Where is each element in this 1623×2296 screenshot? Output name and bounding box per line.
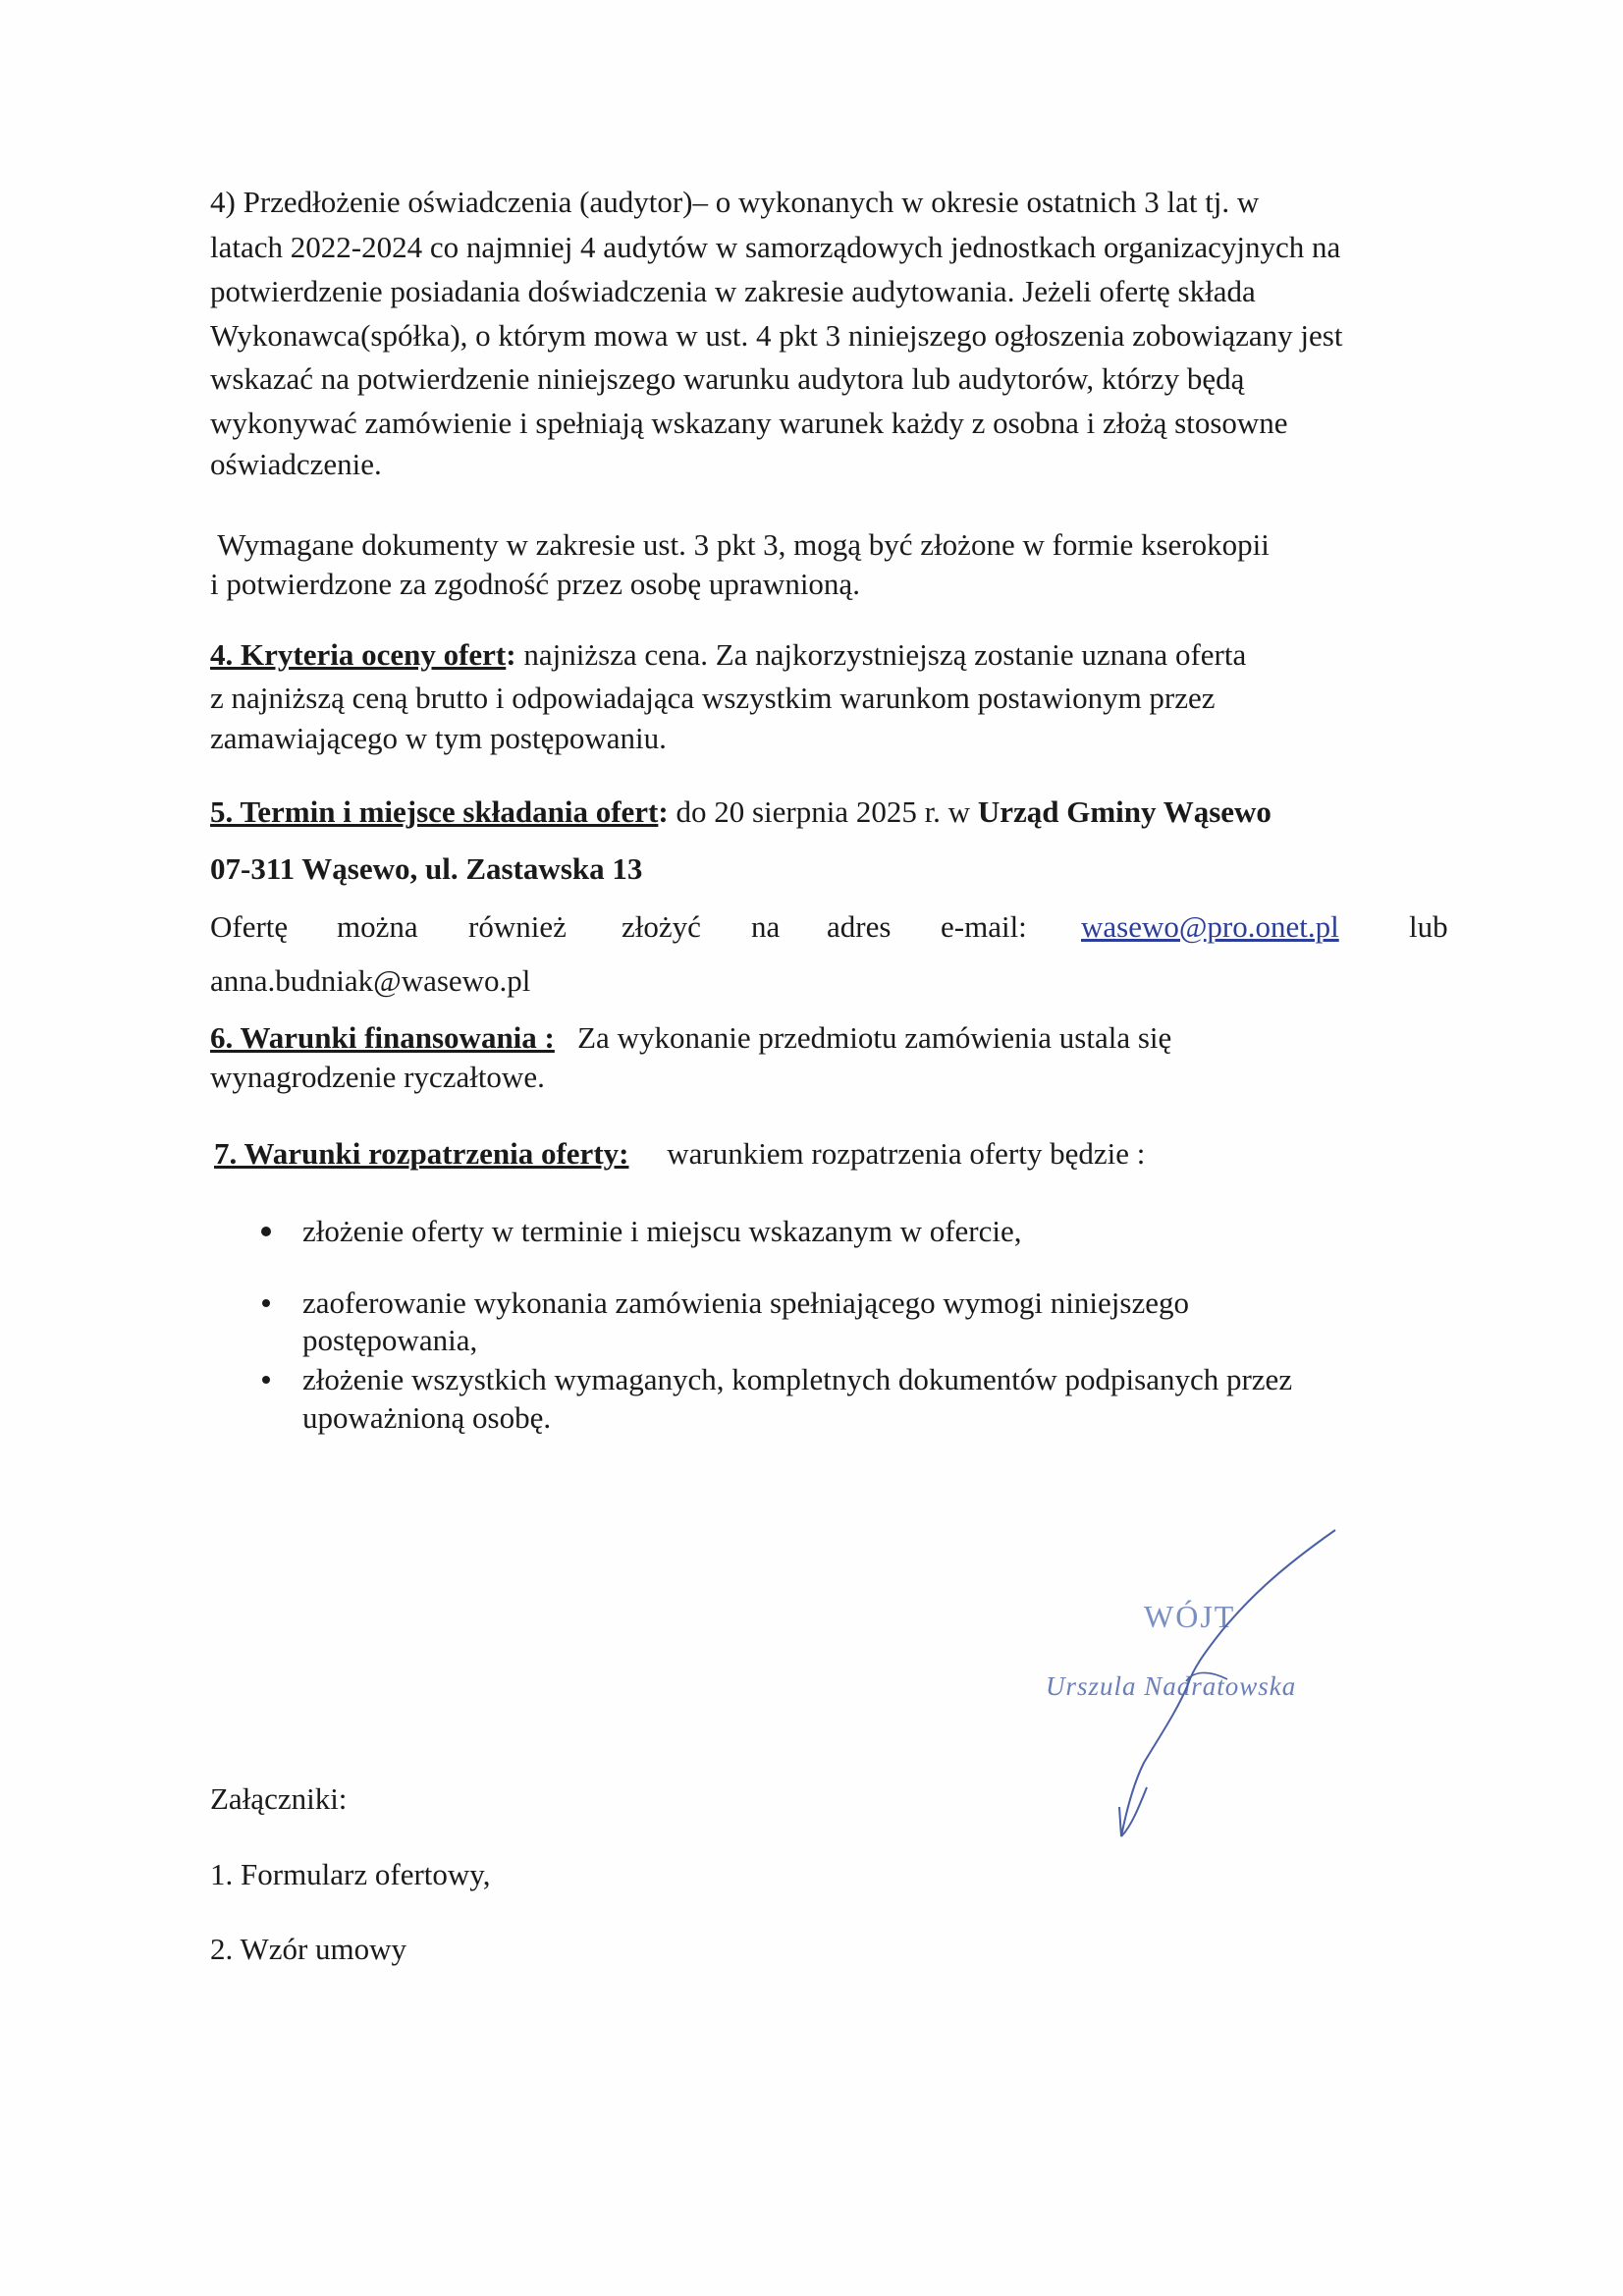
section-line <box>210 791 1271 834</box>
signature-stamp <box>1021 1512 1375 1856</box>
email-word: e-mail: <box>941 909 1027 944</box>
handwritten-signature <box>1021 1512 1375 1856</box>
email-word: adres <box>827 909 892 944</box>
heading-colon: : <box>506 637 516 672</box>
second-email[interactable]: anna.budniak@wasewo.pl <box>210 963 531 998</box>
office-address: 07-311 Wąsewo, ul. Zastawska 13 <box>210 851 643 886</box>
bullet-item: złożenie wszystkich wymaganych, kompletnych dokumentów podpisanych przez <box>302 1362 1293 1396</box>
section-line <box>210 633 1246 677</box>
email-word: również <box>468 909 567 944</box>
attachments-heading: Załączniki: <box>210 1781 348 1816</box>
email-word: lub <box>1409 909 1448 944</box>
section-text: warunkiem rozpatrzenia oferty będzie : <box>628 1136 1146 1171</box>
bullet-item: złożenie oferty w terminie i miejscu wskazanym w ofercie, <box>302 1214 1022 1248</box>
email-word: złożyć <box>622 909 701 944</box>
paragraph-line: wskazać na potwierdzenie niniejszego warunku audytora lub audytorów, którzy będą <box>210 361 1245 396</box>
email-word: Ofertę <box>210 909 289 944</box>
section-text: Za wykonanie przedmiotu zamówienia ustala się <box>554 1020 1172 1055</box>
email-link[interactable]: wasewo@pro.onet.pl <box>1081 909 1339 944</box>
paragraph-line: potwierdzenie posiadania doświadczenia w zakresie audytowania. Jeżeli ofertę składa <box>210 274 1256 308</box>
stamp-title: WÓJT <box>1144 1599 1236 1634</box>
section-text: najniższa cena. Za najkorzystniejszą zostanie uznana oferta <box>515 637 1247 672</box>
section-line: z najniższą ceną brutto i odpowiadająca wszystkim warunkom postawionym przez <box>210 681 1216 715</box>
office-name: Urząd Gminy Wąsewo <box>977 794 1271 829</box>
section-text: do 20 sierpnia 2025 r. w <box>668 794 978 829</box>
section-heading: 5. Termin i miejsce składania ofert <box>210 794 659 829</box>
paragraph-line: latach 2022-2024 co najmniej 4 audytów w samorządowych jednostkach organizacyjnych na <box>210 230 1341 264</box>
paragraph-line: Wymagane dokumenty w zakresie ust. 3 pkt 3, mogą być złożone w formie kserokopii <box>210 527 1270 562</box>
attachment-item: 1. Formularz ofertowy, <box>210 1857 491 1891</box>
paragraph-line: oświadczenie. <box>210 447 382 481</box>
heading-colon: : <box>658 794 669 829</box>
bullet-dot <box>262 1376 270 1384</box>
bullet-item: upoważnioną osobę. <box>302 1400 552 1435</box>
section-line: wynagrodzenie ryczałtowe. <box>210 1060 545 1094</box>
section-heading: 6. Warunki finansowania : <box>210 1020 555 1055</box>
section-heading: 4. Kryteria oceny ofert <box>210 637 507 672</box>
email-word: można <box>337 909 418 944</box>
bullet-dot <box>262 1299 270 1307</box>
section-line <box>214 1132 1145 1175</box>
bullet-dot <box>261 1227 271 1236</box>
paragraph-line: wykonywać zamówienie i spełniają wskazany warunek każdy z osobna i złożą stosowne <box>210 406 1288 440</box>
paragraph-line: Wykonawca(spółka), o którym mowa w ust. 4 pkt 3 niniejszego ogłoszenia zobowiązany jest <box>210 318 1343 353</box>
paragraph-line: i potwierdzone za zgodność przez osobę uprawnioną. <box>210 567 860 601</box>
section-line: zamawiającego w tym postępowaniu. <box>210 721 667 755</box>
section-heading: 7. Warunki rozpatrzenia oferty: <box>214 1136 629 1171</box>
bullet-item: zaoferowanie wykonania zamówienia spełniającego wymogi niniejszego <box>302 1285 1189 1320</box>
paragraph-line: 4) Przedłożenie oświadczenia (audytor)– o wykonanych w okresie ostatnich 3 lat tj. w <box>210 185 1260 219</box>
bullet-item: postępowania, <box>302 1323 478 1357</box>
section-line <box>210 1016 1171 1060</box>
email-word: na <box>751 909 781 944</box>
stamp-name: Urszula Nadratowska <box>1046 1671 1297 1701</box>
attachment-item: 2. Wzór umowy <box>210 1932 407 1966</box>
